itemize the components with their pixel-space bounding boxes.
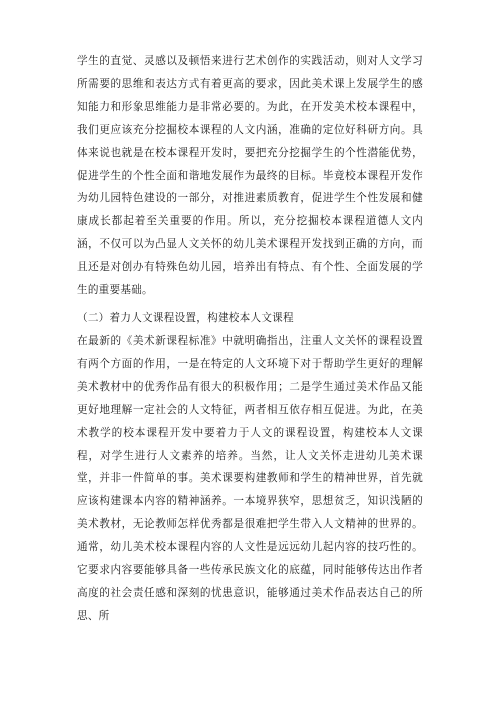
body-paragraph-1: 学生的直觉、灵感以及顿悟来进行艺术创作的实践活动，则对人文学习所需要的思维和表达方式有着更高的要求，因此美术课上发展学生的感知能力和形象思维能力是非常必要的。为此，在开发美术校本课程中，我们更应该充分挖掘校本课程的人文内涵，准确的定位好科研方向。具体来说也就是在校本课程开发时，要把充分挖掘学生的个性潜能优势，促进学生的个性全面和谐地发展作为最终的目标。毕竟校本课程开发作为幼儿园特色建设的一部分，对推进素质教育，促进学生个性发展和健康成长都起着至关重要的作用。所以，充分挖掘校本课程道德人文内涵，不仅可以为凸显人文关怀的幼儿美术课程开发找到正确的方向，而且还是对创办有特殊色幼儿园，培养出有特点、有个性、全面发展的学生的重要基础。	[77, 55, 423, 297]
section-heading: （二）着力人文课程设置，构建校本人文课程	[77, 312, 294, 324]
body-paragraph-2: 在最新的《美术新课程标准》中就明确指出，注重人文关怀的课程设置有两个方面的作用，一是在特定的人文环境下对于帮助学生更好的理解美术教材中的优秀作品有很大的积极作用；二是学生通过美术作品又能更好地理解一定社会的人文特征，两者相互依存相互促进。为此，在美术教学的校本课程开发中要着力于人文的课程设置，构建校本人文课程，对学生进行人文素养的培养。当然，让人文关怀走进幼儿美术课堂，并非一件简单的事。美术课要构建教师和学生的精神世界，首先就应该构建课本内容的精神涵养。一本境界狭窄，思想贫乏，知识浅陋的美术教材，无论教师怎样优秀都是很难把学生带入人文精神的世界的。通常，幼儿美术校本课程内容的人文性是远远幼儿起内容的技巧性的。它要求内容要能够具备一些传承民族文化的底蕴，同时能够传达出作者高度的社会责任感和深刻的忧患意识，能够通过美术作品表达自己的所思、所	[77, 335, 423, 622]
